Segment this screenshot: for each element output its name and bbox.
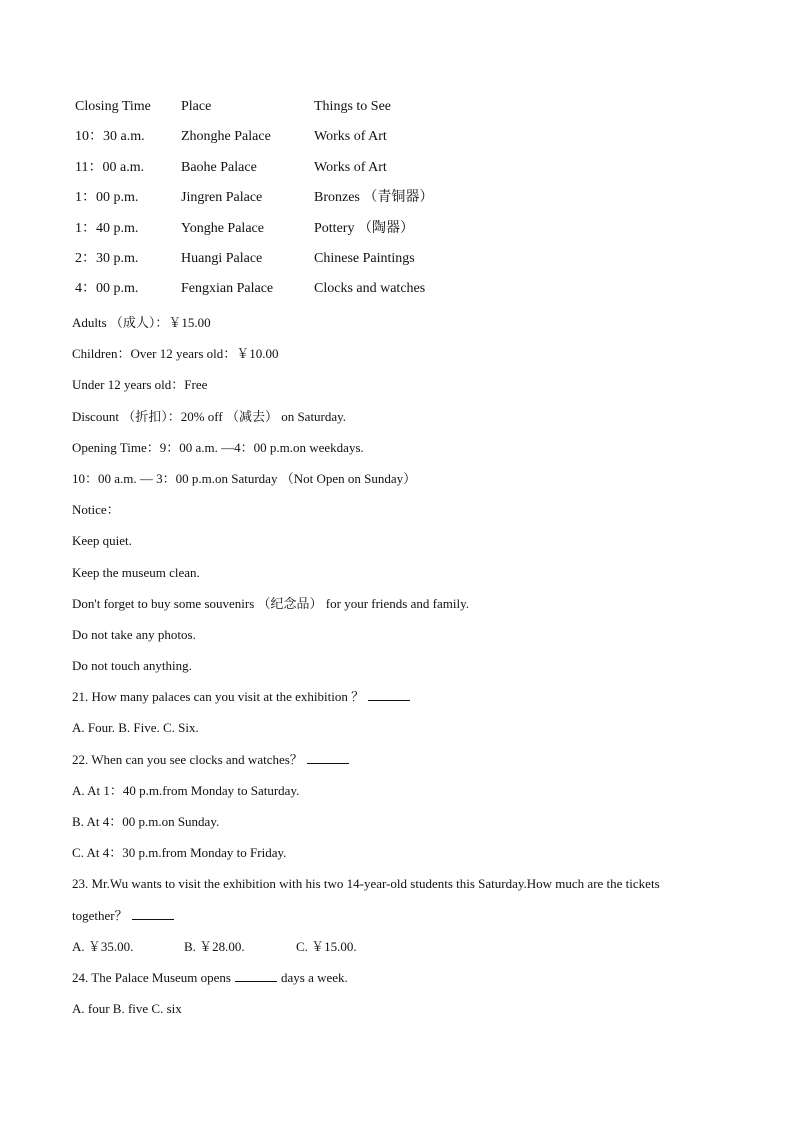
place-cell: Yonghe Palace (181, 220, 264, 236)
closing-time-cell: 2：30 p.m. (75, 250, 139, 266)
closing-time-cell: 11：00 a.m. (75, 159, 145, 175)
children-price: Children：Over 12 years old：￥10.00 (72, 346, 279, 362)
question-22-option-a: A. At 1：40 p.m.from Monday to Saturday. (72, 782, 300, 798)
schedule-row (75, 278, 495, 308)
things-cell: Works of Art (314, 129, 387, 145)
question-24-text-start: 24. The Palace Museum opens (72, 969, 231, 985)
question-23-option-a: A. ￥35.00. (72, 938, 134, 954)
answer-blank (235, 969, 277, 982)
question-22-text: 22. When can you see clocks and watches？ (72, 751, 303, 767)
schedule-row (75, 187, 495, 217)
question-22-option-c: C. At 4：30 p.m.from Monday to Friday. (72, 845, 287, 861)
answer-blank (132, 907, 174, 920)
exhibition-schedule-table (75, 96, 495, 309)
notice-item: Do not take any photos. (72, 626, 196, 642)
things-cell: Chinese Paintings (314, 250, 415, 266)
question-24-text-end: days a week. (280, 969, 348, 985)
opening-time-saturday: 10：00 a.m. — 3：00 p.m.on Saturday （Not Open on Sunday） (72, 470, 417, 486)
notice-item: Keep the museum clean. (72, 564, 200, 580)
question-23-option-b: B. ￥28.00. (184, 938, 245, 954)
things-cell: Works of Art (314, 159, 387, 175)
question-23-line-1: 23. Mr.Wu wants to visit the exhibition with his two 14-year-old students this Saturday.How much are the tickets (72, 876, 660, 892)
place-cell: Jingren Palace (181, 190, 263, 206)
place-cell: Zhonghe Palace (181, 129, 271, 145)
notice-item: Don't forget to buy some souvenirs （纪念品） for your friends and family. (72, 595, 469, 611)
answer-blank (307, 751, 349, 764)
things-cell: Bronzes （青铜器） (314, 190, 434, 206)
schedule-row (75, 248, 495, 278)
museum-info-and-questions (72, 312, 752, 1029)
schedule-header-row (75, 96, 495, 126)
header-place: Place (181, 99, 212, 114)
question-23-text: together？ (72, 907, 128, 923)
question-23-option-c: C. ￥15.00. (296, 938, 357, 954)
under-12-price: Under 12 years old：Free (72, 377, 208, 393)
schedule-row (75, 126, 495, 156)
closing-time-cell: 1：40 p.m. (75, 220, 139, 236)
question-24 (72, 967, 752, 998)
question-22-option-b: B. At 4：00 p.m.on Sunday. (72, 814, 220, 829)
question-22 (72, 749, 752, 780)
header-things-to-see: Things to See (314, 99, 391, 114)
closing-time-cell: 10：30 a.m. (75, 129, 145, 145)
place-cell: Baohe Palace (181, 159, 257, 175)
closing-time-cell: 4：00 p.m. (75, 281, 139, 297)
question-21-text: 21. How many palaces can you visit at the exhibition ？ (72, 689, 365, 705)
closing-time-cell: 1：00 p.m. (75, 190, 139, 206)
header-closing-time: Closing Time (75, 99, 151, 114)
schedule-row (75, 157, 495, 187)
schedule-row (75, 218, 495, 248)
question-21 (72, 686, 752, 717)
things-cell: Clocks and watches (314, 281, 426, 297)
answer-blank (368, 688, 410, 701)
question-23-line-2 (72, 905, 752, 936)
question-23-options (72, 936, 752, 967)
question-24-options: A. four B. five C. six (72, 1001, 182, 1017)
opening-time-weekdays: Opening Time：9：00 a.m. —4：00 p.m.on weekdays. (72, 439, 364, 455)
discount-info: Discount （折扣）：20% off （减去） on Saturday. (72, 408, 347, 424)
things-cell: Pottery （陶器） (314, 220, 414, 236)
question-21-options: A. Four. B. Five. C. Six. (72, 720, 199, 736)
place-cell: Fengxian Palace (181, 281, 274, 297)
notice-label: Notice： (72, 502, 120, 518)
notice-item: Do not touch anything. (72, 658, 192, 674)
adult-price: Adults （成人）：￥15.00 (72, 315, 211, 330)
notice-item: Keep quiet. (72, 533, 132, 549)
place-cell: Huangi Palace (181, 250, 263, 266)
